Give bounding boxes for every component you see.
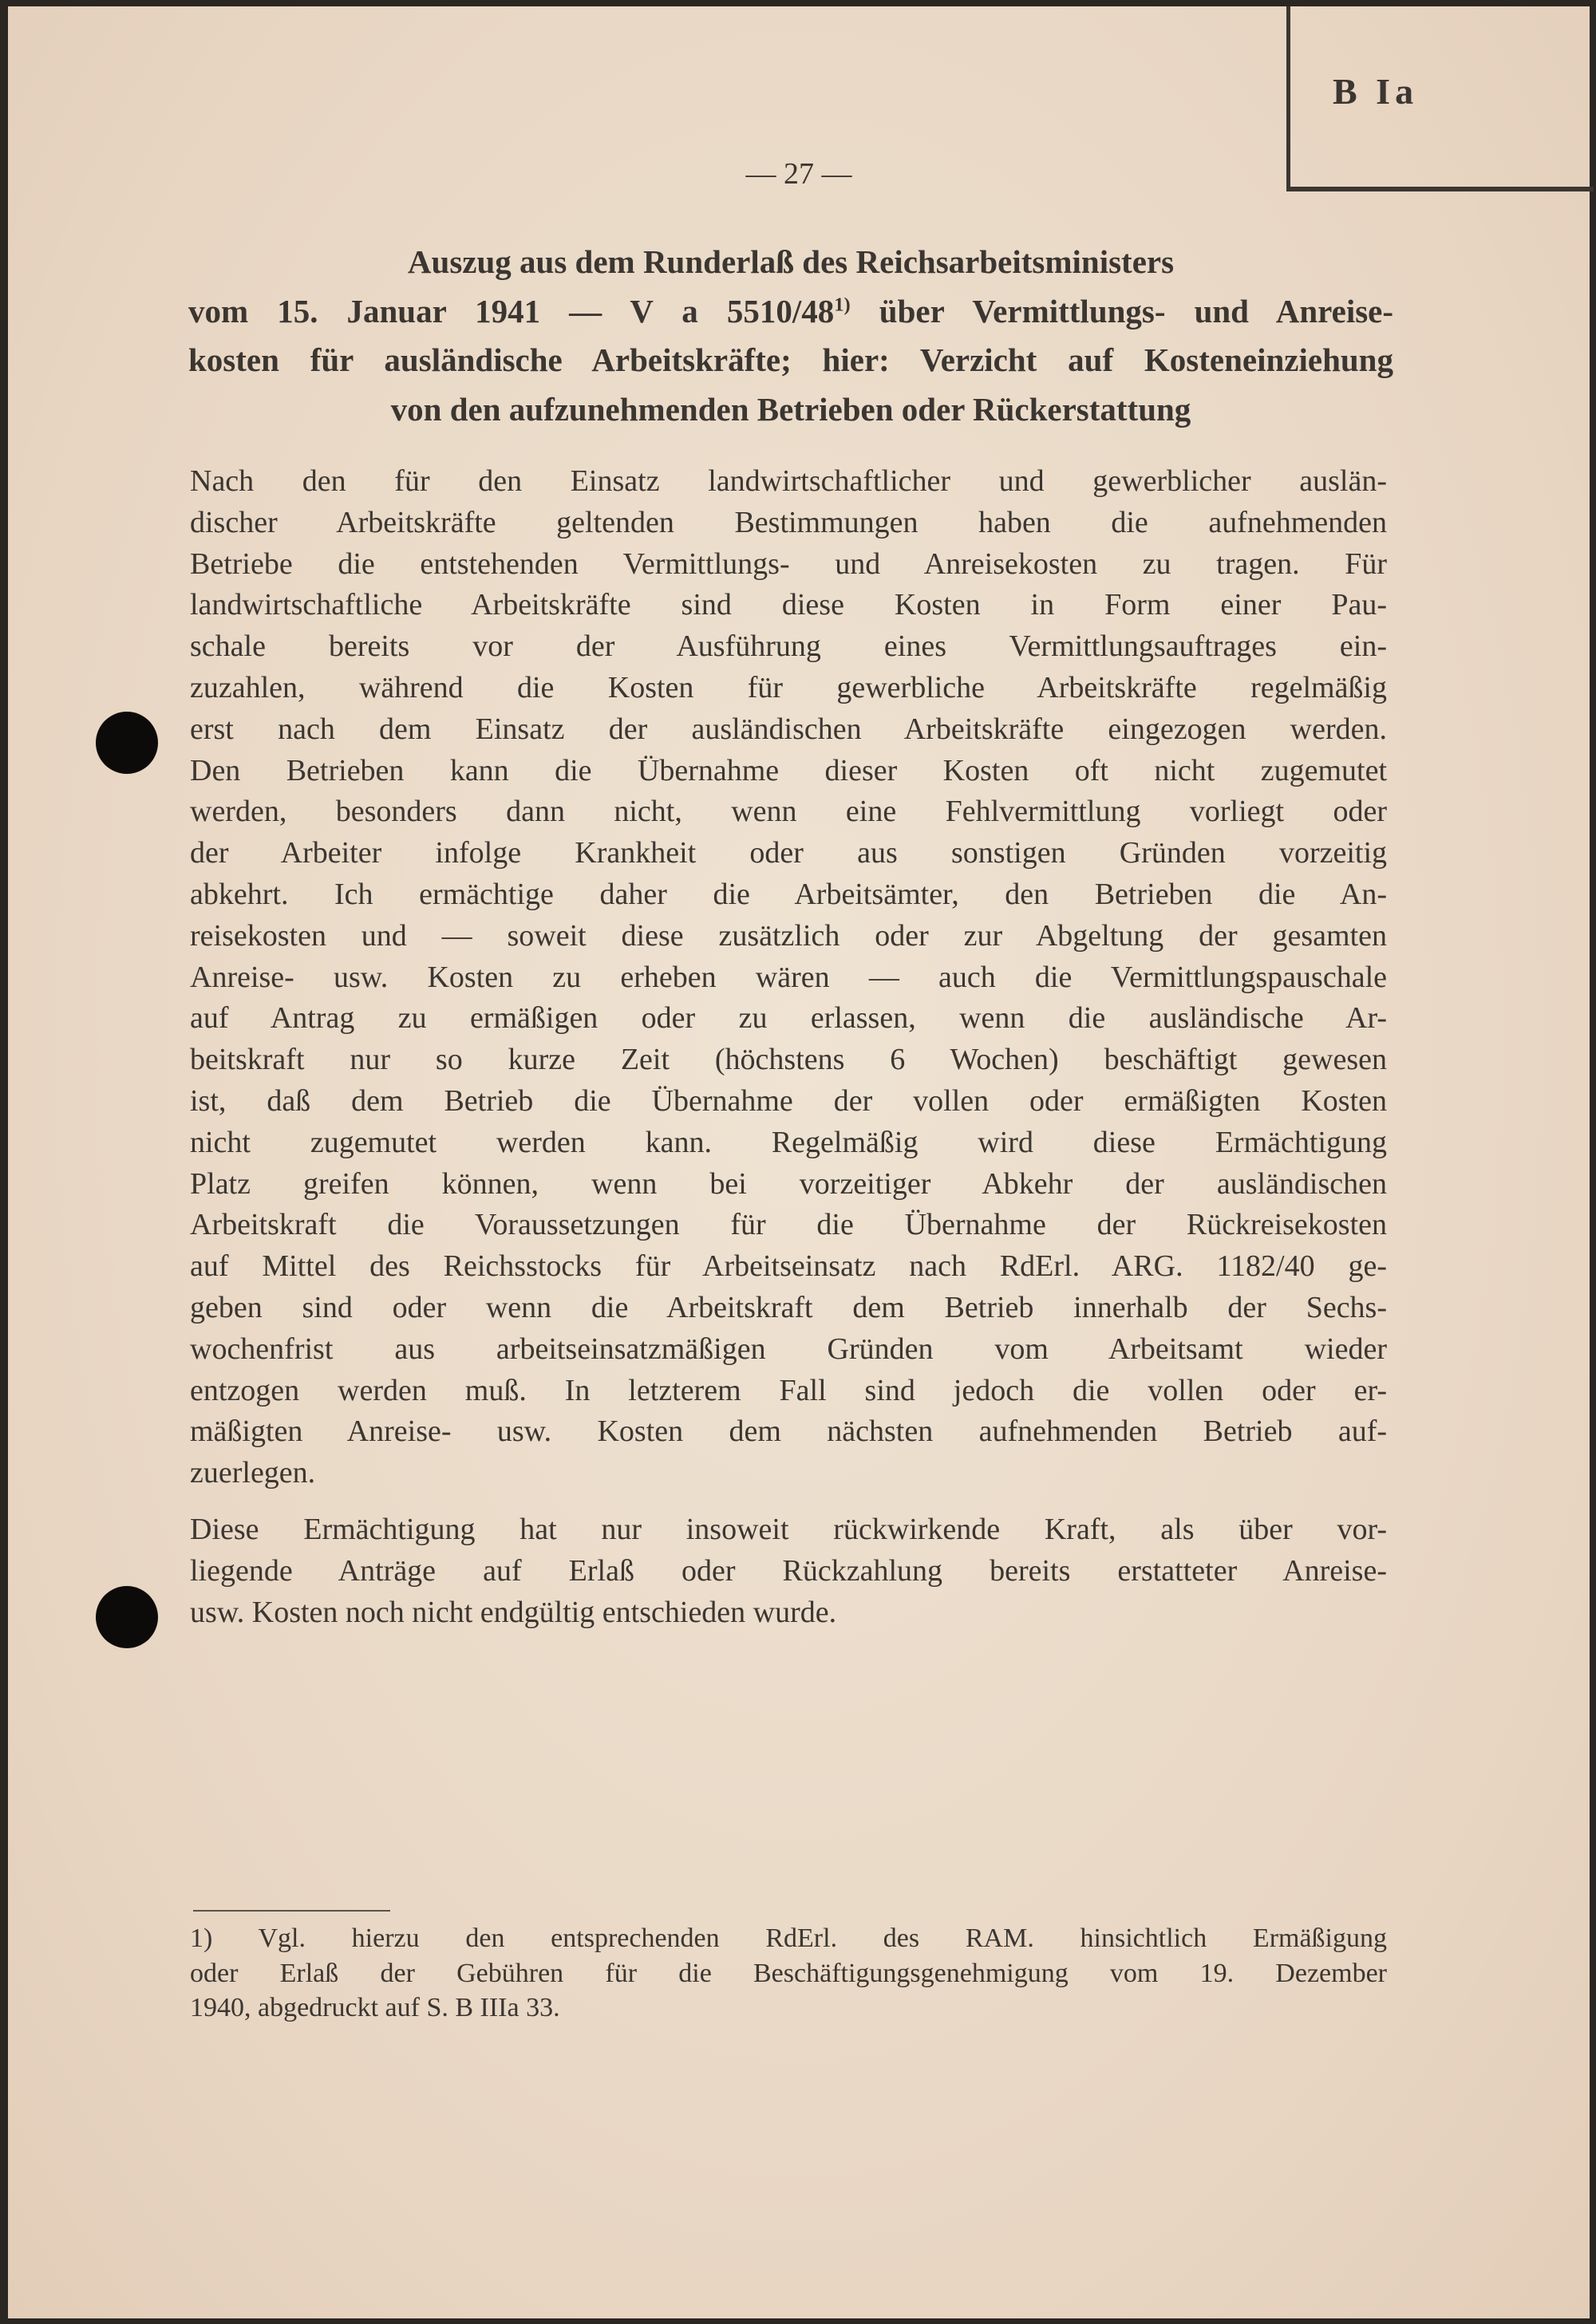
page-number: — 27 —	[745, 157, 852, 191]
title-line: Auszug aus dem Runderlaß des Reichsarbeitsministers	[407, 243, 1175, 280]
title-line-part: vom 15. Januar 1941 — V a 5510/48	[188, 292, 835, 329]
title-line	[188, 287, 1393, 337]
footnote-ref: 1)	[834, 293, 851, 315]
text-line: schale bereits vor der Ausführung eines Vermittlungsauftrages ein-	[190, 629, 1387, 664]
text-line: nicht zugemutet werden kann. Regelmäßig wird diese Ermächtigung	[190, 1125, 1387, 1159]
text-line: entzogen werden muß. In letzterem Fall sind jedoch die vollen oder er-	[190, 1373, 1387, 1407]
section-label: B Ia	[1333, 71, 1419, 112]
text-line: zuzahlen, während die Kosten für gewerbliche Arbeitskräfte regelmäßig	[190, 670, 1387, 704]
text-line: mäßigten Anreise- usw. Kosten dem nächsten aufnehmenden Betrieb auf-	[190, 1415, 1387, 1449]
text-line: wochenfrist aus arbeitseinsatzmäßigen Gründen vom Arbeitsamt wieder	[190, 1332, 1387, 1366]
text-line: usw. Kosten noch nicht endgültig entschieden wurde.	[190, 1595, 837, 1629]
punch-hole	[96, 1586, 158, 1648]
paragraph-1	[190, 461, 1387, 1494]
text-line: Anreise- usw. Kosten zu erheben wären — auch die Vermittlungspauschale	[190, 960, 1387, 994]
text-line: liegende Anträge auf Erlaß oder Rückzahlung bereits erstatteter Anreise-	[190, 1553, 1387, 1588]
text-line: zuerlegen.	[190, 1456, 316, 1490]
text-line: Den Betrieben kann die Übernahme dieser Kosten oft nicht zugemutet	[190, 753, 1387, 787]
text-line: 1) Vgl. hierzu den entsprechenden RdErl. des RAM. hinsichtlich Ermäßigung	[190, 1924, 1387, 1953]
text-line: erst nach dem Einsatz der ausländischen Arbeitskräfte eingezogen werden.	[190, 712, 1387, 746]
text-line: Nach den für den Einsatz landwirtschaftlicher und gewerblicher auslän-	[190, 464, 1387, 498]
text-line: auf Mittel des Reichsstocks für Arbeitseinsatz nach RdErl. ARG. 1182/40 ge-	[190, 1249, 1387, 1284]
text-line: oder Erlaß der Gebühren für die Beschäftigungsgenehmigung vom 19. Dezember	[190, 1958, 1387, 1988]
title-line: kosten für ausländische Arbeitskräfte; hier: Verzicht auf Kosteneinziehung	[188, 341, 1393, 378]
text-line: ist, daß dem Betrieb die Übernahme der vollen oder ermäßigten Kosten	[190, 1083, 1387, 1118]
paragraph-2	[190, 1509, 1387, 1633]
text-line: auf Antrag zu ermäßigen oder zu erlassen, wenn die ausländische Ar-	[190, 1001, 1387, 1036]
text-line: discher Arbeitskräfte geltenden Bestimmungen haben die aufnehmenden	[190, 505, 1387, 539]
footnote-divider	[193, 1910, 390, 1912]
title-line-part: über Vermittlungs- und Anreise-	[879, 292, 1394, 329]
text-line: 1940, abgedruckt auf S. B IIIa 33.	[190, 1993, 560, 2022]
text-line: abkehrt. Ich ermächtige daher die Arbeitsämter, den Betrieben die An-	[190, 877, 1387, 911]
text-line: geben sind oder wenn die Arbeitskraft dem Betrieb innerhalb der Sechs-	[190, 1290, 1387, 1324]
footnote	[190, 1921, 1387, 2026]
text-line: landwirtschaftliche Arbeitskräfte sind diese Kosten in Form einer Pau-	[190, 588, 1387, 622]
title-line: von den aufzunehmenden Betrieben oder Rückerstattung	[390, 390, 1191, 428]
text-line: der Arbeiter infolge Krankheit oder aus sonstigen Gründen vorzeitig	[190, 836, 1387, 870]
document-title	[188, 238, 1393, 434]
text-line: werden, besonders dann nicht, wenn eine Fehlvermittlung vorliegt oder	[190, 795, 1387, 829]
text-line: reisekosten und — soweit diese zusätzlich oder zur Abgeltung der gesamten	[190, 918, 1387, 953]
text-line: Betriebe die entstehenden Vermittlungs- und Anreisekosten zu tragen. Für	[190, 546, 1387, 581]
text-line: Platz greifen können, wenn bei vorzeitiger Abkehr der ausländischen	[190, 1166, 1387, 1201]
document-page	[8, 6, 1590, 2318]
text-line: Diese Ermächtigung hat nur insoweit rückwirkende Kraft, als über vor-	[190, 1513, 1387, 1546]
punch-hole	[96, 712, 158, 774]
text-line: beitskraft nur so kurze Zeit (höchstens 6 Wochen) beschäftigt gewesen	[190, 1043, 1387, 1077]
text-line: Arbeitskraft die Voraussetzungen für die Übernahme der Rückreisekosten	[190, 1208, 1387, 1242]
